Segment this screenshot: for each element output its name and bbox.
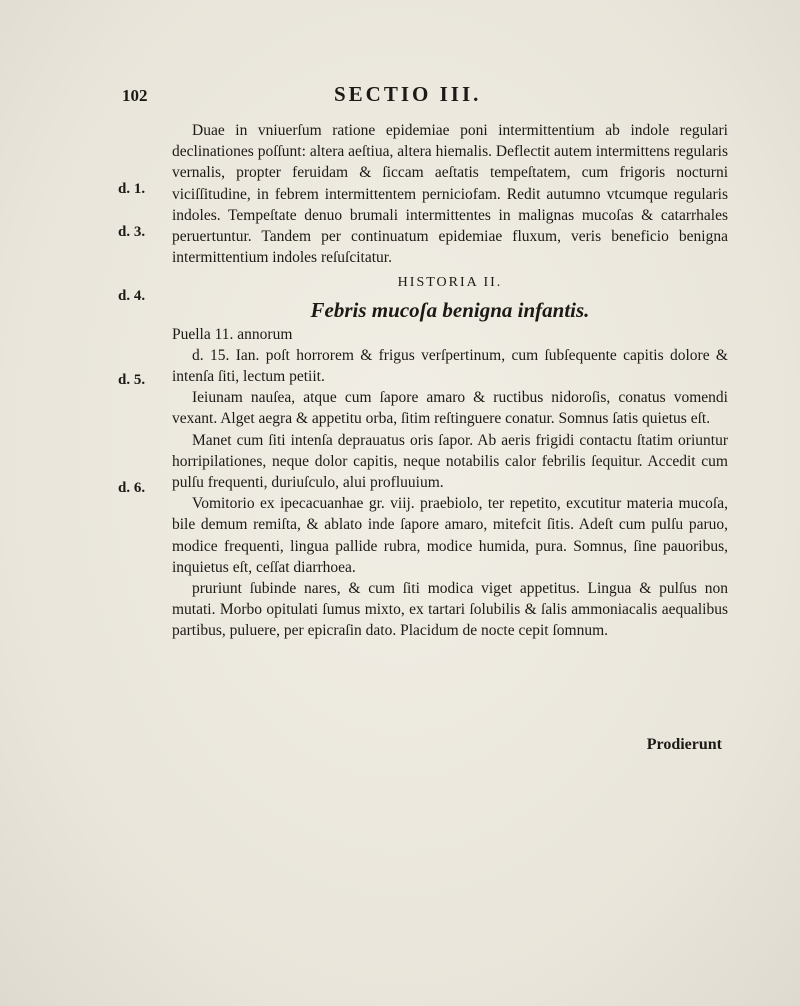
margin-note-day-1: d. 1.: [118, 181, 146, 197]
case-entry-onset: d. 15. Ian. poſt horrorem & frigus verſpertinum, cum ſubſequente capitis dolore & intenſa ſiti, lectum petiit.: [172, 346, 728, 386]
catchword: Prodierunt: [646, 736, 722, 753]
intro-paragraph: Duae in vniuerſum ratione epidemiae poni intermittentium ab indole regulari declinationes poſſunt: altera aeſtiua, altera hiemalis. Deflectit autem intermittens regularis vernalis, propter feruidam & ſiccam aeſtatis tempeſtatem, cum frigoris nocturni viciſſitudine, in febrem intermittentem perniciofam. Redit autumno vtcumque regularis indoles. Tempeſtate denuo brumali intermittentes in malignas mucoſas & catarrhales peruertuntur. Tandem per continuatum epidemiae fluxum, veris beneficio benigna intermittentium indoles reſuſcitatur.: [172, 122, 728, 267]
case-entry-day-6: pruriunt ſubinde nares, & cum ſiti modica viget appetitus. Lingua & pulſus non mutati. Morbo opitulati ſumus mixto, ex tartari ſolubilis & ſalis ammoniacalis aequalibus partibus, puluere, per epicraſin dato. Placidum de nocte cepit ſomnum.: [172, 580, 728, 640]
page-body: [172, 120, 728, 642]
running-head: SECTIO III.: [334, 82, 482, 106]
case-heading: Puella 11. annorum: [172, 325, 293, 343]
margin-note-day-6: d. 6.: [118, 480, 146, 496]
section-label: HISTORIA II.: [397, 275, 503, 291]
case-entry-day-3: Manet cum ſiti intenſa deprauatus oris ſapor. Ab aeris frigidi contactu ſtatim oriuntur horripilationes, neque dolor capitis, neque notabilis calor febrilis ſequitur. Accedit cum pulſu frequenti, duriuſculo, alui profluuium.: [172, 431, 728, 492]
case-entry-day-4: Vomitorio ex ipecacuanhae gr. viij. praebiolo, ter repetito, excutitur materia mucoſa, bile demum remiſta, & ablato inde ſapore amaro, mitefcit ſitis. Adeſt cum pulſu paruo, modice frequenti, lingua pallide rubra, modice humida, pura. Somnus, ſine pauoribus, inquietus eſt, ceſſat diarrhoea.: [172, 495, 728, 576]
margin-note-day-4: d. 4.: [118, 288, 146, 304]
section-title: Febris mucoſa benigna infantis.: [310, 297, 590, 322]
margin-note-day-3: d. 3.: [118, 224, 146, 240]
case-entry-day-1: Ieiunam nauſea, atque cum ſapore amaro & ructibus nidoroſis, conatus vomendi vexant. Alget aegra & appetitu orba, ſitim reſtinguere conatur. Somnus ſatis quietus eſt.: [172, 389, 728, 428]
margin-note-day-5: d. 5.: [118, 372, 146, 388]
page-number: 102: [122, 86, 148, 105]
page-header: [122, 80, 722, 112]
